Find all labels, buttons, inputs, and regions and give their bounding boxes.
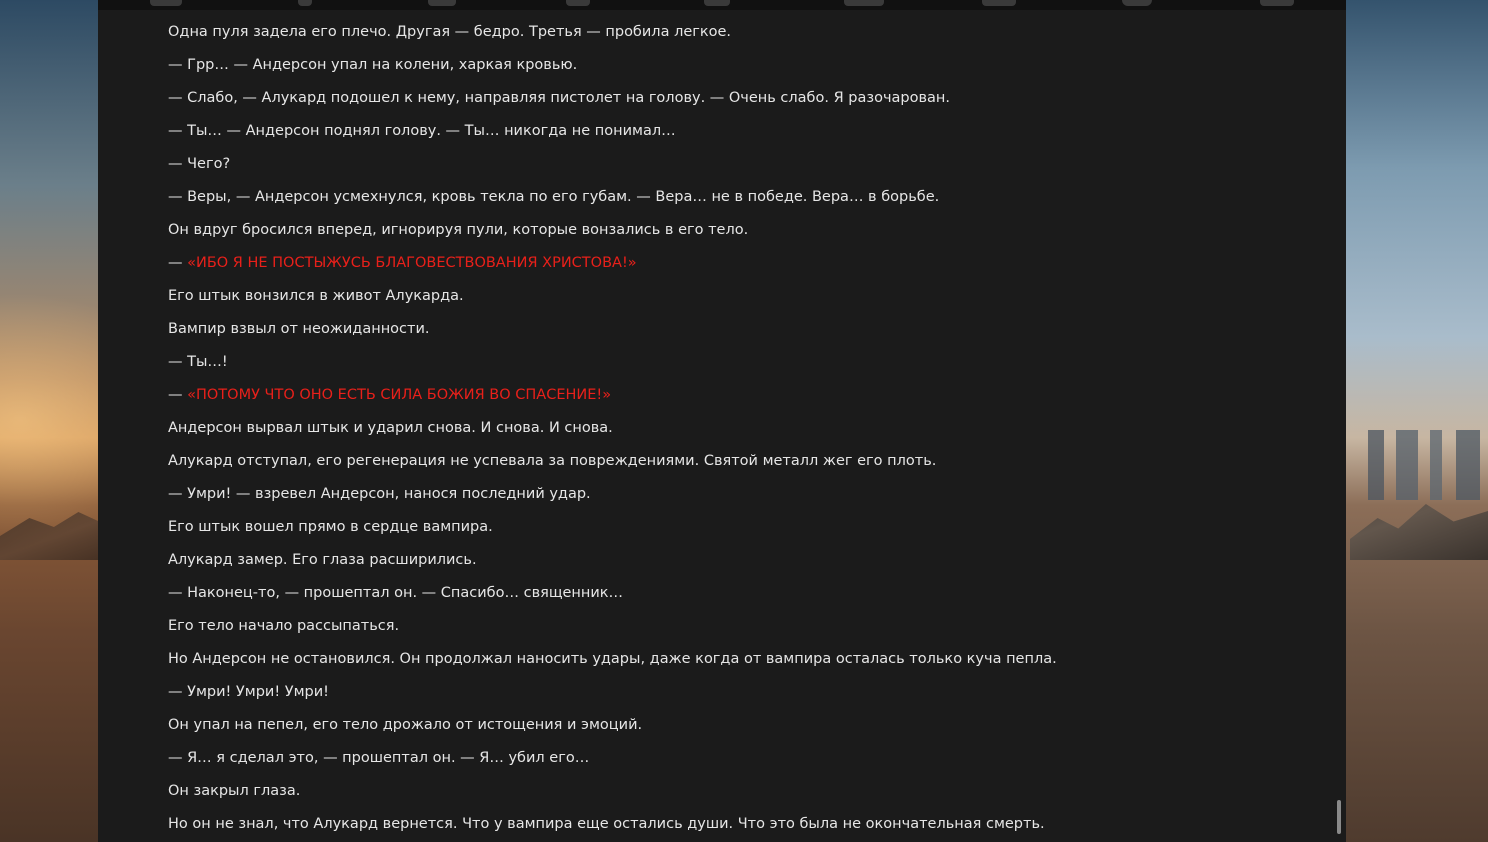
background-landscape-right <box>1346 0 1488 842</box>
paragraph: — Ты…! <box>168 354 228 370</box>
paragraph: Алукард замер. Его глаза расширились. <box>168 552 477 568</box>
paragraph: Но он не знал, что Алукард вернется. Что у вампира еще остались души. Что это была не окончательная смерть. <box>168 816 1045 832</box>
paragraph: Андерсон вырвал штык и ударил снова. И снова. И снова. <box>168 420 613 436</box>
dash: — <box>168 255 188 271</box>
paragraph: Он закрыл глаза. <box>168 783 301 799</box>
paragraph: Но Андерсон не остановился. Он продолжал наносить удары, даже когда от вампира осталась только куча пепла. <box>168 651 1057 667</box>
paragraph: — Я… я сделал это, — прошептал он. — Я… убил его… <box>168 750 590 766</box>
group-icon[interactable] <box>428 0 456 6</box>
pin-icon[interactable] <box>298 0 312 6</box>
bookmark-icon[interactable] <box>704 0 730 6</box>
paragraph: — Умри! Умри! Умри! <box>168 684 329 700</box>
paragraph: Его штык вошел прямо в сердце вампира. <box>168 519 493 535</box>
gift-icon[interactable] <box>982 0 1016 6</box>
paragraph-shout <box>168 247 1318 280</box>
top-nav-bar <box>98 0 1346 10</box>
profile-icon[interactable] <box>1122 0 1152 6</box>
paragraph: Его штык вонзился в живот Алукарда. <box>168 288 464 304</box>
paragraph-shout <box>168 379 1318 412</box>
paragraph: — Наконец-то, — прошептал он. — Спасибо… священник… <box>168 585 624 601</box>
paragraph: — Грр… — Андерсон упал на колени, харкая кровью. <box>168 57 578 73</box>
paragraph: Его тело начало рассыпаться. <box>168 618 400 634</box>
paragraph: — Веры, — Андерсон усмехнулся, кровь текла по его губам. — Вера… не в победе. Вера… в борьбе. <box>168 189 940 205</box>
settings-icon[interactable] <box>1260 0 1294 6</box>
paragraph: — Слабо, — Алукард подошел к нему, направляя пистолет на голову. — Очень слабо. Я разочарован. <box>168 90 950 106</box>
paragraph: — Умри! — взревел Андерсон, нанося последний удар. <box>168 486 591 502</box>
paragraph: — Чего? <box>168 156 231 172</box>
dash: — <box>168 387 188 403</box>
paragraph: — Ты… — Андерсон поднял голову. — Ты… никогда не понимал… <box>168 123 676 139</box>
background-ruins <box>1360 430 1488 500</box>
scrollbar-thumb[interactable] <box>1337 800 1341 834</box>
reader-panel <box>98 0 1346 842</box>
paragraph: Он упал на пепел, его тело дрожало от истощения и эмоций. <box>168 717 643 733</box>
menu-icon[interactable] <box>150 0 182 6</box>
clipboard-icon[interactable] <box>566 0 590 6</box>
paragraph: Одна пуля задела его плечо. Другая — бедро. Третья — пробила легкое. <box>168 24 732 40</box>
background-rocks-left <box>0 500 98 560</box>
chapter-text <box>168 16 1318 841</box>
shout-text: «ПОТОМУ ЧТО ОНО ЕСТЬ СИЛА БОЖИЯ ВО СПАСЕНИЕ!» <box>187 387 612 403</box>
paragraph: Он вдруг бросился вперед, игнорируя пули, которые вонзались в его тело. <box>168 222 749 238</box>
paragraph: Вампир взвыл от неожиданности. <box>168 321 430 337</box>
shout-text: «ИБО Я НЕ ПОСТЫЖУСЬ БЛАГОВЕСТВОВАНИЯ ХРИСТОВА!» <box>187 255 637 271</box>
paragraph: Алукард отступал, его регенерация не успевала за повреждениями. Святой металл жег его плоть. <box>168 453 937 469</box>
book-icon[interactable] <box>844 0 884 6</box>
